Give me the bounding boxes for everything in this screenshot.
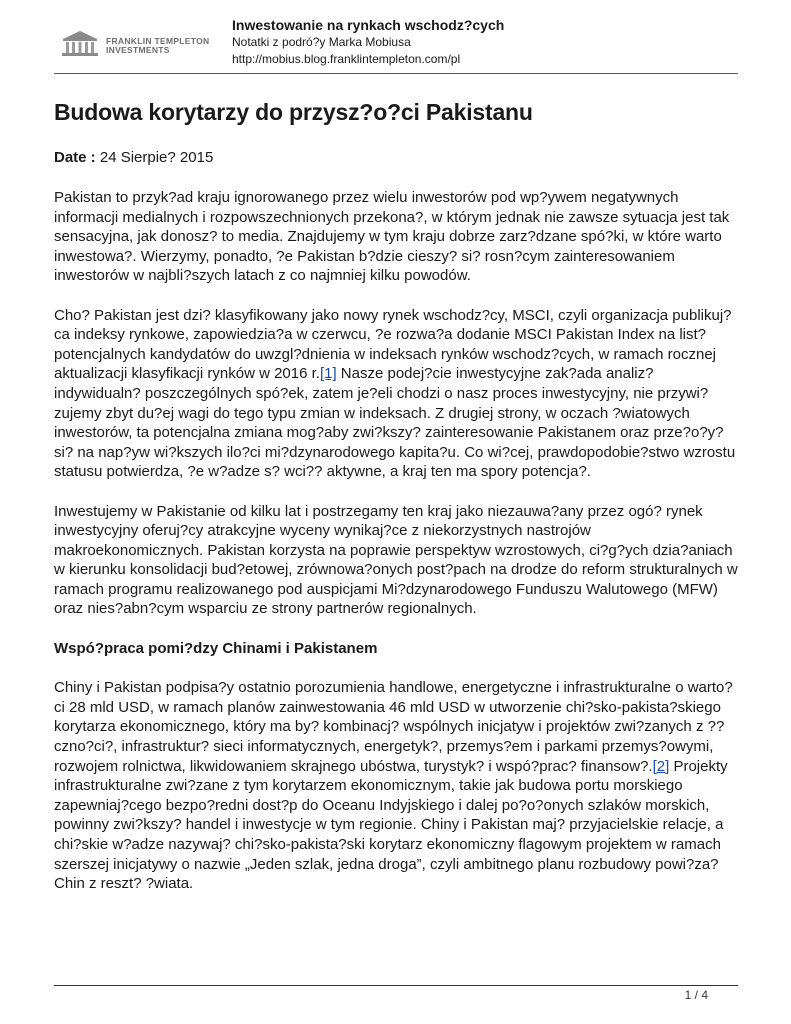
paragraph-2-part-a: Cho? Pakistan jest dzi? klasyfikowany jako nowy rynek wschodz?cy, MSCI, czyli organizacja publikuj?ca indeksy rynkowe, zapowiedzia?a w czerwcu, ?e rozwa?a dodanie MSCI Pakistan Index na list? potencjalnych kandydatów do uwzgl?dnienia w indeksach rynków wschodz?cych, w ramach rocznej aktualizacji klasyfikacji rynków w 2016 r.: [54, 306, 732, 383]
paragraph-2: [54, 306, 738, 482]
footnote-link-1[interactable]: [1]: [319, 365, 337, 383]
page-number: 1 / 4: [684, 988, 708, 1002]
date-label: Date :: [54, 149, 96, 166]
page-header: [54, 14, 738, 74]
header-divider: [54, 73, 738, 74]
blog-url: http://mobius.blog.franklintempleton.com/pl: [232, 52, 461, 66]
paragraph-4: [54, 678, 738, 894]
logo-text-line1: FRANKLIN TEMPLETON: [106, 36, 210, 46]
blog-title: Inwestowanie na rynkach wschodz?cych: [232, 17, 505, 33]
logo-text-line2: INVESTMENTS: [106, 45, 170, 55]
article-heading: Budowa korytarzy do przysz?o?ci Pakistanu: [54, 99, 533, 125]
article-date: [54, 147, 738, 168]
paragraph-2-part-b: Nasze podej?cie inwestycyjne zak?ada analiz? indywidualn? poszczególnych spó?ek, zatem je?eli chodzi o nasz proces inwestycyjny, nie przywi?zujemy zbyt du?ej wagi do tego typu zmian w indeksach. Z drugiej strony, w oczach ?wiatowych inwestorów, ta potencjalna zmiana mog?aby zwi?kszy? zainteresowanie Pakistanem oraz prze?o?y? si? na nap?yw wi?kszych ilo?ci mi?dzynarodowego kapita?u. Co wi?cej, prawdopodobie?stwo wzrostu statusu potwierdza, ?e w?adze s? wci?? aktywne, a kraj ten ma spory potencja?.: [54, 365, 736, 481]
article-body: [54, 96, 738, 894]
section-subheading: Wspó?praca pomi?dzy Chinami i Pakistanem: [54, 640, 378, 658]
franklin-templeton-logo: [60, 28, 220, 58]
date-value: 24 Sierpie? 2015: [99, 149, 214, 166]
temple-icon: [60, 28, 100, 58]
header-meta: [232, 16, 504, 68]
paragraph-4-part-a: Chiny i Pakistan podpisa?y ostatnio porozumienia handlowe, energetyczne i infrastrukturalne o warto?ci 28 mld USD, w ramach planów zainwestowania 46 mld USD w utworzenie chi?sko-pakista?skiego korytarza ekonomicznego, który ma by? kombinacj? wspólnych inicjatyw i projektów zwi?zanych z ??czno?ci?, infrastruktur? sieci informatycznych, energetyk?, przemys?em i parkami przemys?owymi, rozwojem rolnictwa, likwidowaniem skrajnego ubóstwa, turystyk? i wspó?prac? finansow?.: [54, 679, 733, 775]
footer-divider: [54, 985, 738, 986]
paragraph-3: Inwestujemy w Pakistanie od kilku lat i postrzegamy ten kraj jako niezauwa?any przez ogó? rynek inwestycyjny oferuj?cy atrakcyjne wyceny wynikaj?ce z niekorzystnych nastrojów makroekonomicznych. Pakistan korzysta na poprawie perspektyw wzrostowych, ci?g?ych dzia?aniach w kierunku konsolidacji bud?etowej, zrównowa?onych post?pach na drodze do reform strukturalnych w ramach programu realizowanego pod auspicjami Mi?dzynarodowego Funduszu Walutowego (MFW) oraz nies?abn?cym wsparciu ze strony partnerów regionalnych.: [54, 502, 738, 618]
paragraph-1: Pakistan to przyk?ad kraju ignorowanego przez wielu inwestorów pod wp?ywem negatywnych informacji medialnych i rozpowszechnionych przekona?, w którym jednak nie zawsze sytuacja jest tak sensacyjna, jak donosz? to media. Znajdujemy w tym kraju dobrze zarz?dzane spó?ki, w które warto inwestowa?. Wierzymy, ponadto, ?e Pakistan b?dzie cieszy? si? rosn?cym zainteresowaniem inwestorów w najbli?szych latach z co najmniej kilku powodów.: [54, 189, 730, 285]
blog-subtitle: Notatki z podró?y Marka Mobiusa: [232, 35, 411, 49]
footnote-link-2[interactable]: [2]: [652, 757, 670, 775]
paragraph-4-part-b: Projekty infrastrukturalne zwi?zane z tym korytarzem ekonomicznym, takie jak budowa portu morskiego zapewniaj?cego bezpo?redni dost?p do Oceanu Indyjskiego i dalej po?o?onych szlaków morskich, powinny zwi?kszy? handel i inwestycje w tym regionie. Chiny i Pakistan maj? przyjacielskie relacje, a chi?skie w?adze nazywaj? chi?sko-pakista?ski korytarz ekonomiczny flagowym projektem w ramach szerszej inicjatywy o nazwie „Jeden szlak, jedna droga”, czyli ambitnego planu rozbudowy powi?za? Chin z reszt? ?wiata.: [54, 757, 728, 893]
